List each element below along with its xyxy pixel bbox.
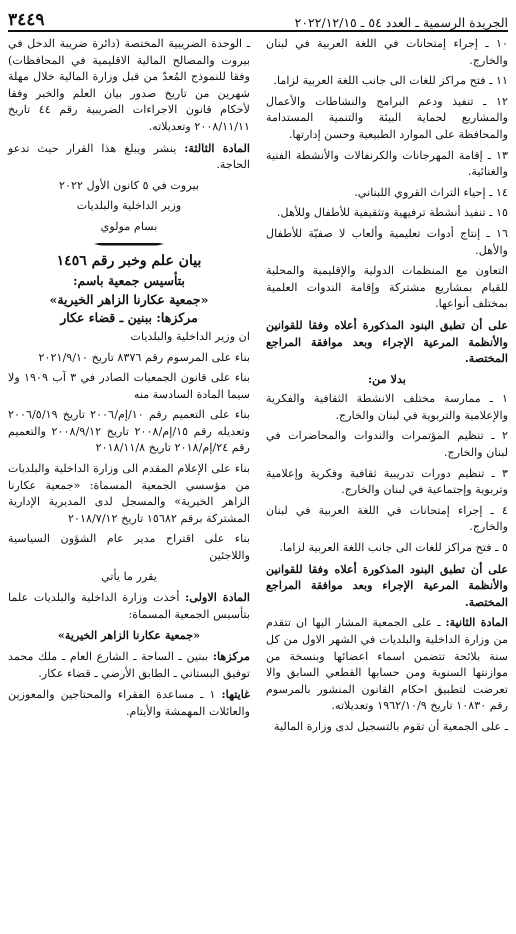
paragraph-text: يقرر ما يأتي [101, 569, 157, 583]
paragraph-text: ١٢ ـ تنفيذ ودعم البرامج والنشاطات والأعمال والمشاريع لحماية البيئة والتنمية المستدامة والمحافظة على الموارد الطبيعية وحسن إدارتها. [266, 94, 508, 141]
notice-paragraph [8, 648, 250, 682]
association-location: مركزها: ببنين ـ قضاء عكار [60, 310, 198, 326]
right-column-paragraph [266, 503, 508, 536]
paragraph-text: بناء على اقتراح مدير عام الشؤون السياسية واللاجئين [8, 532, 250, 563]
notice-paragraph [8, 686, 250, 720]
article-label: المادة الثانية: [445, 615, 508, 630]
article-label: المادة الاولى: [185, 590, 251, 605]
notice-paragraph [8, 370, 250, 403]
right-column-paragraph [266, 317, 508, 367]
notice-paragraph [8, 461, 250, 527]
right-column-paragraph [266, 148, 508, 181]
signature-place-date: بيروت في ٥ كانون الأول ٢٠٢٢ [59, 178, 199, 192]
paragraph-text: ١٣ ـ إقامة المهرجانات والكرنفالات والأنشطة الفنية والغنائية. [266, 148, 508, 179]
article-label: المادة الثالثة: [184, 140, 250, 155]
notice-title: بيان علم وخبر رقم ١٤٥٦ [56, 252, 202, 269]
right-column-paragraph [266, 94, 508, 144]
paragraph-text: ١١ ـ فتح مراكز للغات الى جانب اللغة العربية لزاما. [273, 74, 508, 88]
page-number: ٣٤٤٩ [8, 10, 45, 30]
notice-paragraph [8, 350, 250, 367]
journal-issue-date: الجريدة الرسمية ـ العدد ٥٤ ـ ٢٠٢٢/١٢/١٥ [294, 15, 508, 30]
paragraph-text: ١ ـ ممارسة مختلف الانشطة الثقافية والفكرية والإعلامية والتربوية في لبنان والخارج. [266, 392, 508, 422]
paragraph-text: على أن تطبق البنود المذكورة أعلاه وفقا للقوانين والأنظمة المرعية الإجراء وبعد موافقة المراجع المختصة. [266, 561, 508, 609]
right-column [266, 36, 508, 740]
paragraph-text: ـ على الجمعية أن تقوم بالتسجيل لدى وزارة المالية [274, 719, 508, 733]
paragraph-text: ١٠ ـ إجراء إمتحانات في اللغة العربية في لبنان والخارج. [266, 37, 508, 67]
paragraph-text: أخذت وزارة الداخلية والبلديات علما بتأسيس الجمعية المسماة: [8, 591, 250, 621]
notice-paragraph [8, 329, 250, 346]
page-header [8, 8, 508, 32]
paragraph-text: ـ على الجمعية المشار اليها ان تتقدم من وزارة الداخلية والبلديات في الشهر الاول من كل سنة بلائحة تتضمن اسماء اعضائها وبنسخة من موازنتها السنوية ومن حسابها القطعي السابق والا تعرضت لتطبيق احكام القانون المنشور بالمرسوم رقم ١٠٨٣٠ تاريخ ١٩٦٢/١٠/٩ وتعديلاته. [266, 616, 508, 713]
right-column-paragraph [266, 263, 508, 313]
paragraph-text: ينشر ويبلغ هذا القرار حيث تدعو الحاجة. [8, 141, 250, 172]
left-column-paragraph [8, 36, 250, 136]
paragraph-text: بناء على المرسوم رقم ٨٣٧٦ تاريخ ٢٠٢١/٩/١٠ [38, 350, 250, 364]
right-column-paragraph [266, 185, 508, 202]
section-divider [94, 242, 164, 247]
paragraph-text: ١٥ ـ تنفيذ أنشطة ترفيهية وتثقيفية للأطفال وللأهل. [276, 206, 508, 220]
paragraph-text: ١ ـ مساعدة الفقراء والمحتاجين والمعوزين والعائلات المهمشة والأيتام. [8, 688, 250, 718]
paragraph-text: بناء على التعميم رقم ١٠/إم/٢٠٠٦ تاريخ ٢٠٠٦/٥/١٩ وتعديله رقم ١٥/إم/٢٠٠٨ تاريخ ٢٠٠٨/٩/١٢ والتعميم رقم ٢٤/إم/٢٠١٨ تاريخ ٢٠١٨/١١/٨ [8, 408, 251, 455]
left-column [8, 36, 250, 740]
paragraph-text: التعاون مع المنظمات الدولية والإقليمية والمحلية للقيام بمشاريع مشتركة وإقامة الندوات العلمية بمختلف أنواعها. [266, 264, 508, 311]
paragraph-text: ٤ ـ إجراء إمتحانات في اللغة العربية في لبنان والخارج. [266, 503, 508, 534]
paragraph-text: ان وزير الداخلية والبلديات [130, 329, 250, 343]
left-column-paragraph [8, 140, 250, 174]
columns [8, 36, 508, 740]
paragraph-text: بناء على الإعلام المقدم الى وزارة الداخلية والبلديات من مؤسسي الجمعية المسماة: «جمعية عكارنا الزاهر الخيرية» والمسجل لدى المديرية الإدارية المشتركة برقم ١٥٦٨٢ تاريخ ٢٠١٨/٧/١٢ [8, 462, 250, 525]
paragraph-text: ٢ ـ تنظيم المؤتمرات والندوات والمحاضرات في لبنان والخارج. [266, 429, 508, 460]
right-column-paragraph [266, 428, 508, 461]
paragraph-text: ـ الوحدة الضريبية المختصة (دائرة ضريبة الدخل في بيروت والمصالح المالية الاقليمية في المحافظات) وفقا للنموذج المُعدّ من قبل وزارة المالية خلال مهلة شهرين من تاريخ صدور بيان العلم والخبر وفقا لأحكام قانون الاجراءات الضريبية رقم ٤٤ تاريخ ٢٠٠٨/١١/١١ وتعديلاته. [8, 37, 250, 133]
paragraph-text: ١٤ ـ إحياء التراث القروي اللبناني. [354, 185, 508, 199]
paragraph-text: ببنين ـ الساحة ـ الشارع العام ـ ملك محمد توفيق البستاني ـ الطابق الأرضي ـ قضاء عكار. [8, 650, 250, 680]
notice-paragraph [8, 531, 250, 564]
right-column-paragraph [266, 226, 508, 259]
left-column-continuation [8, 36, 250, 174]
notice-subtitle: بتأسيس جمعية باسم: [72, 273, 186, 289]
paragraph-text: بدلا من: [368, 371, 406, 386]
right-column-paragraph [266, 391, 508, 424]
notice-paragraph [8, 627, 250, 644]
right-column-paragraph [266, 466, 508, 499]
signature-title: وزير الداخلية والبلديات [76, 199, 182, 213]
right-column-paragraph [266, 719, 508, 736]
paragraph-text: ٣ ـ تنظيم دورات تدريبية ثقافية وفكرية وإعلامية وتربوية وإجتماعية في لبنان والخارج. [266, 466, 508, 497]
right-column-paragraph [266, 540, 508, 557]
notice-paragraph [8, 589, 250, 623]
right-column-paragraph [266, 614, 508, 715]
notice-paragraph [8, 407, 250, 457]
right-column-paragraph [266, 73, 508, 90]
association-name: «جمعية عكارنا الزاهر الخيرية» [49, 291, 209, 307]
paragraph-text: ١٦ ـ إنتاج أدوات تعليمية وألعاب لا صفيّة للأطفال والأهل. [266, 226, 508, 257]
paragraph-text: بناء على قانون الجمعيات الصادر في ٣ آب ١٩٠٩ ولا سيما المادة السادسة منه [8, 371, 250, 401]
right-column-paragraph [266, 371, 508, 388]
signature-name: بسام مولوي [100, 219, 158, 233]
paragraph-text: ٥ ـ فتح مراكز للغات الى جانب اللغة العربية لزاما. [279, 541, 508, 555]
right-column-paragraph [266, 561, 508, 611]
right-column-paragraph [266, 36, 508, 69]
article-label: مركزها: [212, 649, 250, 663]
notice-body [8, 329, 250, 720]
right-column-paragraph [266, 205, 508, 222]
notice-paragraph [8, 569, 250, 586]
paragraph-text: على أن تطبق البنود المذكورة أعلاه وفقا للقوانين والأنظمة المرعية الإجراء وبعد موافقة المراجع المختصة. [266, 317, 508, 366]
article-label: غايتها: [221, 687, 250, 702]
paragraph-text: «جمعية عكارنا الزاهر الخيرية» [57, 628, 201, 643]
